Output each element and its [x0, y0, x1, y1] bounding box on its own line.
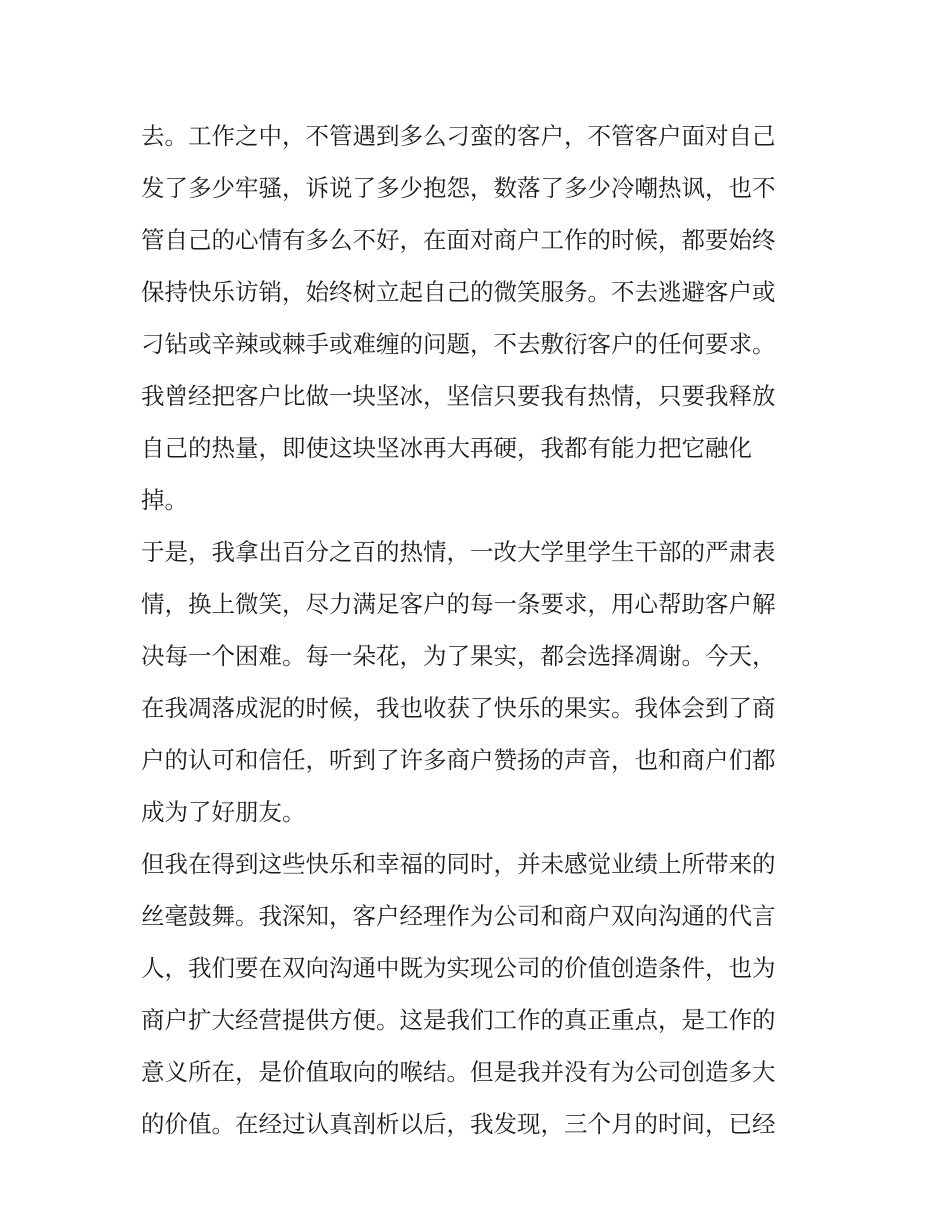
text-line-3: 管自己的心情有多么不好，在面对商户工作的时候，都要始终 — [141, 226, 776, 254]
text-line-12: 在我凋落成泥的时候，我也收获了快乐的果实。我体会到了商 — [141, 694, 776, 722]
text-line-6: 我曾经把客户比做一块坚冰，坚信只要我有热情，只要我释放 — [141, 382, 776, 410]
text-line-19: 意义所在，是价值取向的喉结。但是我并没有为公司创造多大 — [141, 1058, 776, 1086]
text-line-1: 去。工作之中，不管遇到多么刁蛮的客户，不管客户面对自己 — [141, 122, 776, 150]
text-line-11: 决每一个困难。每一朵花，为了果实，都会选择凋谢。今天， — [141, 642, 776, 670]
text-line-9: 于是，我拿出百分之百的热情，一改大学里学生干部的严肃表 — [141, 538, 776, 566]
body-text — [141, 110, 821, 1150]
text-line-4: 保持快乐访销，始终树立起自己的微笑服务。不去逃避客户或 — [141, 278, 776, 306]
text-line-15: 但我在得到这些快乐和幸福的同时，并未感觉业绩上所带来的 — [141, 850, 776, 878]
text-line-5: 刁钻或辛辣或棘手或难缠的问题，不去敷衍客户的任何要求。 — [141, 330, 776, 358]
text-line-18: 商户扩大经营提供方便。这是我们工作的真正重点，是工作的 — [141, 1006, 776, 1034]
text-line-16: 丝毫鼓舞。我深知，客户经理作为公司和商户双向沟通的代言 — [141, 902, 776, 930]
text-line-10: 情，换上微笑，尽力满足客户的每一条要求，用心帮助客户解 — [141, 590, 776, 618]
text-line-2: 发了多少牢骚，诉说了多少抱怨，数落了多少冷嘲热讽，也不 — [141, 174, 776, 202]
text-line-14: 成为了好朋友。 — [141, 798, 306, 826]
text-line-20: 的价值。在经过认真剖析以后，我发现，三个月的时间，已经 — [141, 1110, 776, 1138]
text-line-8: 掉。 — [141, 486, 188, 514]
text-line-13: 户的认可和信任，听到了许多商户赞扬的声音，也和商户们都 — [141, 746, 776, 774]
text-line-7: 自己的热量，即使这块坚冰再大再硬，我都有能力把它融化 — [141, 434, 752, 462]
text-line-17: 人，我们要在双向沟通中既为实现公司的价值创造条件，也为 — [141, 954, 776, 982]
